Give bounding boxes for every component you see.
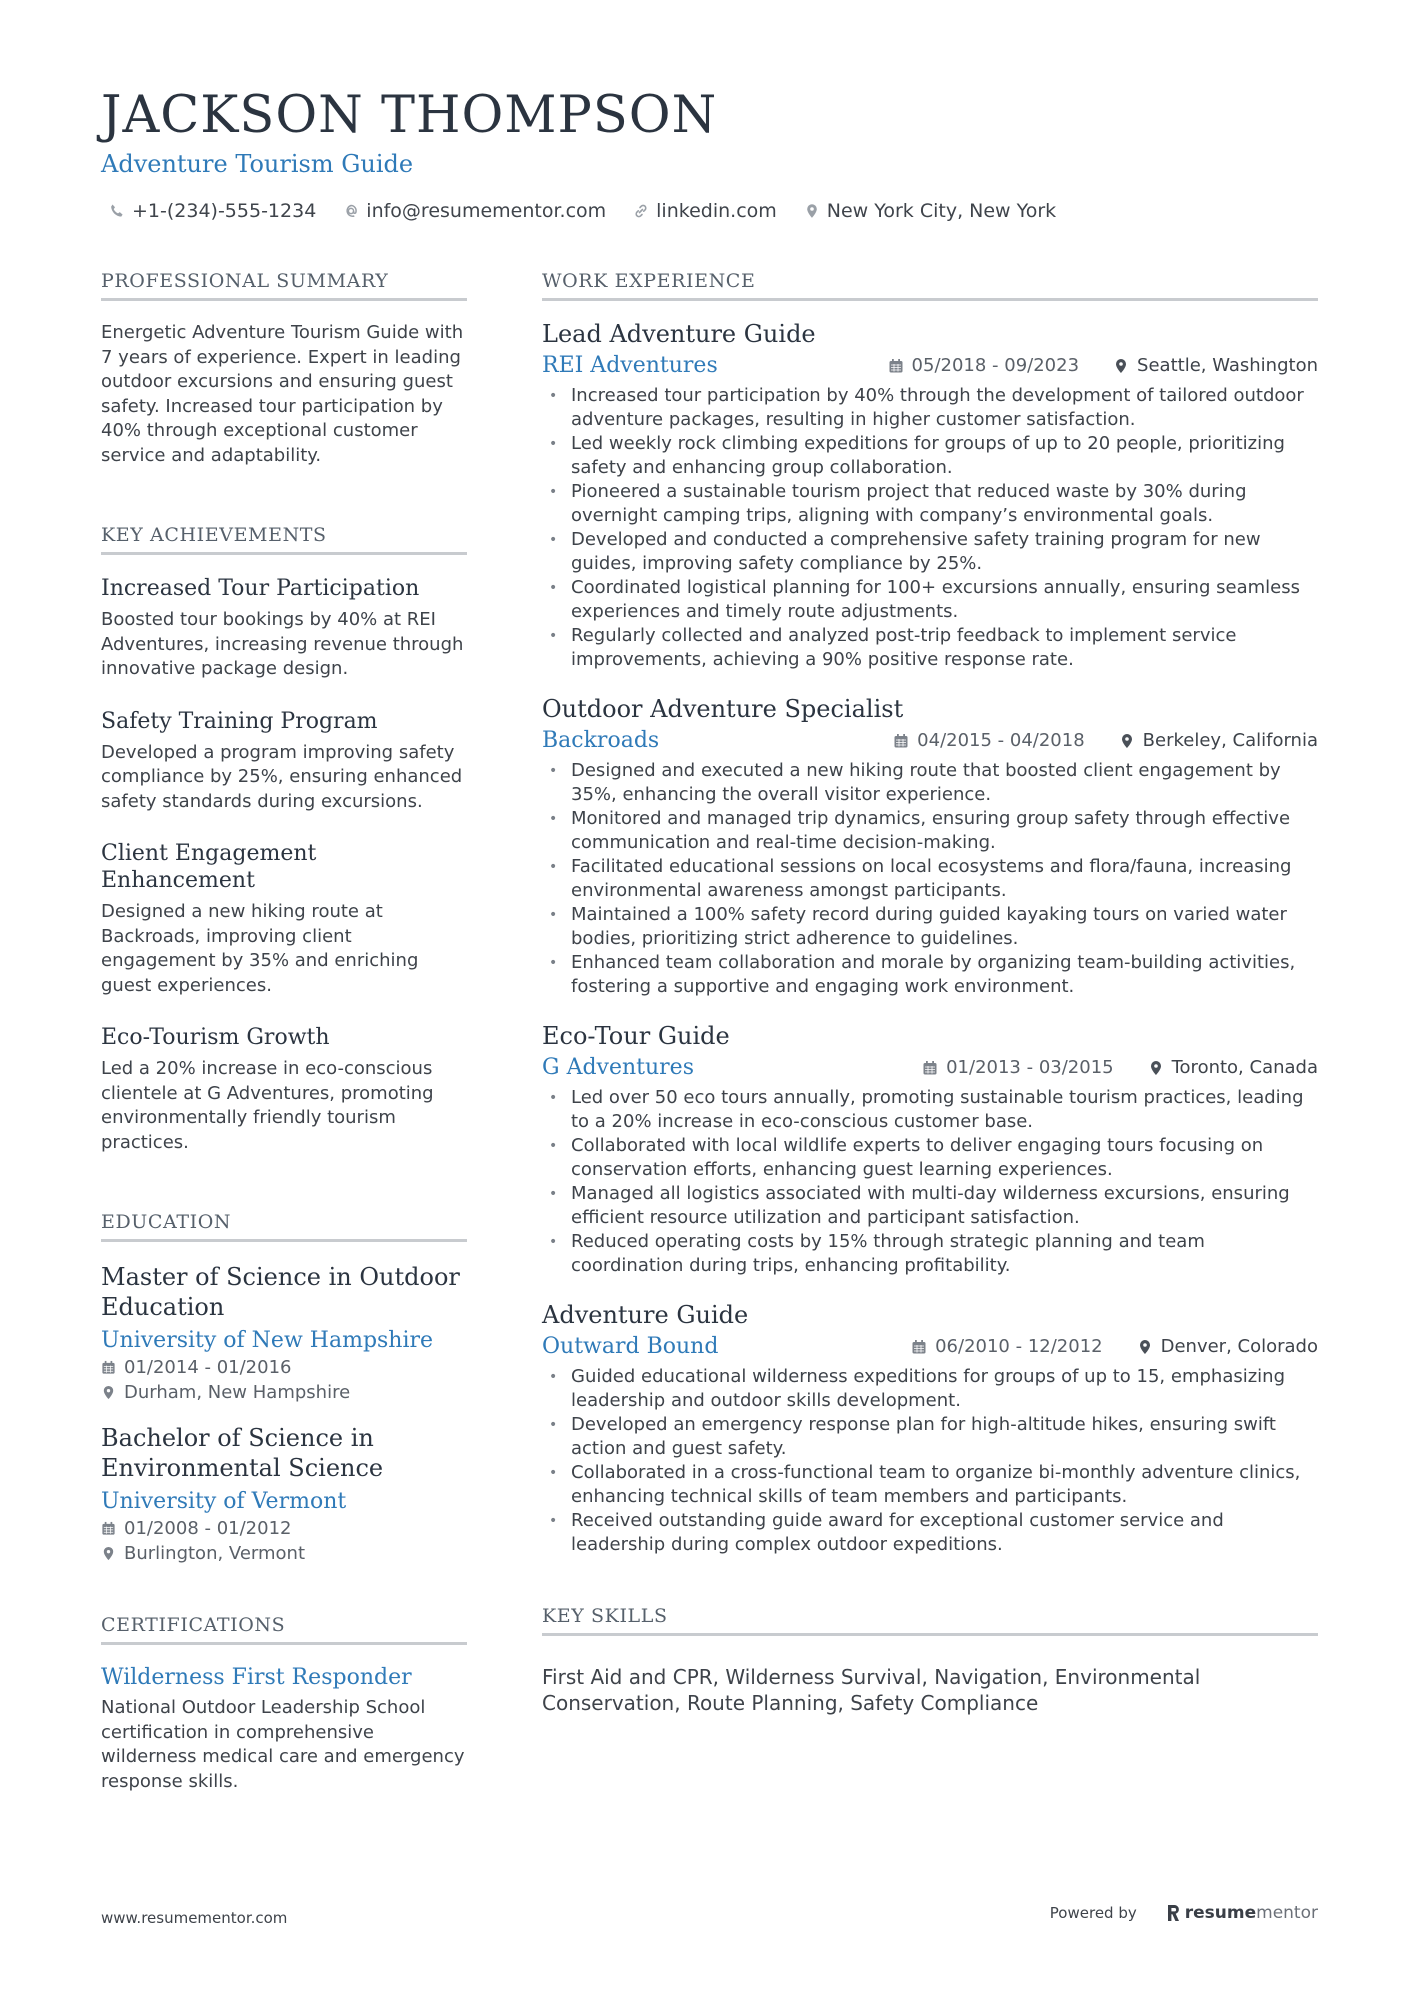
job-company: Backroads	[542, 728, 660, 753]
job-header-row	[542, 1055, 1318, 1080]
calendar-icon	[893, 733, 909, 749]
map-pin-icon	[803, 202, 821, 220]
job-bullet: • Facilitated educational sessions on local ecosystems and flora/fauna, increasing environmental awareness amongst participants.	[542, 855, 1318, 903]
job-dates-text: 04/2015 - 04/2018	[917, 730, 1085, 751]
link-icon	[632, 202, 650, 220]
achievement-item	[101, 708, 467, 815]
job-bullet: • Developed and conducted a comprehensive safety training program for new guides, improving safety compliance by 25%.	[542, 528, 1318, 576]
job-bullet: • Increased tour participation by 40% through the development of tailored outdoor adventure packages, resulting in higher customer satisfaction.	[542, 384, 1318, 432]
achievement-item	[101, 575, 467, 682]
calendar-icon	[911, 1339, 927, 1355]
job-header-row	[542, 353, 1318, 378]
job-bullet: • Monitored and managed trip dynamics, ensuring group safety through effective communication and real-time decision-making.	[542, 807, 1318, 855]
left-column	[101, 270, 467, 1794]
job-role: Adventure Guide	[542, 1301, 749, 1329]
certification-name: Wilderness First Responder	[101, 1665, 412, 1690]
job-dates	[888, 355, 1080, 376]
education-location	[101, 1382, 467, 1403]
section-title-achievements: KEY ACHIEVEMENTS	[101, 524, 467, 555]
job-bullet: • Led over 50 eco tours annually, promoting sustainable tourism practices, leading to a 20% increase in eco-conscious customer base.	[542, 1086, 1318, 1134]
job-bullet: • Reduced operating costs by 15% through strategic planning and team coordination during trips, enhancing profitability.	[542, 1230, 1318, 1278]
location-text: New York City, New York	[826, 200, 1057, 222]
job-role: Eco-Tour Guide	[542, 1022, 730, 1050]
job-bullet-list	[542, 759, 1318, 999]
at-icon	[342, 202, 360, 220]
map-pin-icon	[101, 1546, 116, 1561]
job-meta	[888, 355, 1318, 376]
job-location	[1119, 730, 1318, 751]
job-meta	[922, 1057, 1318, 1078]
contact-linkedin	[632, 200, 777, 222]
job-bullet: • Managed all logistics associated with multi-day wilderness excursions, ensuring efficient resource utilization and participant satisfaction.	[542, 1182, 1318, 1230]
certification-text: National Outdoor Leadership School certification in comprehensive wilderness medical care and emergency response skills.	[101, 1697, 465, 1792]
job-bullet: • Led weekly rock climbing expeditions for groups of up to 20 people, prioritizing safety and enhancing group collaboration.	[542, 432, 1318, 480]
job-location-text: Seattle, Washington	[1137, 355, 1318, 376]
job-bullet: • Enhanced team collaboration and morale by organizing team-building activities, fostering a supportive and engaging work environment.	[542, 951, 1318, 999]
degree-title: Master of Science in Outdoor Education	[101, 1263, 460, 1321]
map-pin-icon	[101, 1385, 116, 1400]
achievement-title: Eco-Tourism Growth	[101, 1025, 330, 1050]
job-bullet: • Designed and executed a new hiking route that boosted client engagement by 35%, enhancing the overall visitor experience.	[542, 759, 1318, 807]
footer-powered-by	[1050, 1903, 1318, 1923]
skills-text: First Aid and CPR, Wilderness Survival, Navigation, Environmental Conservation, Route Planning, Safety Compliance	[542, 1665, 1201, 1715]
job-dates	[911, 1336, 1103, 1357]
education-location-text: Burlington, Vermont	[124, 1543, 306, 1564]
school-name: University of Vermont	[101, 1489, 347, 1514]
section-title-experience: WORK EXPERIENCE	[542, 270, 1318, 301]
calendar-icon	[101, 1360, 116, 1375]
job-location-text: Berkeley, California	[1142, 730, 1318, 751]
achievement-title: Safety Training Program	[101, 708, 378, 734]
job-dates-text: 01/2013 - 03/2015	[946, 1057, 1114, 1078]
achievement-text: Led a 20% increase in eco-conscious clientele at G Adventures, promoting environmentally friendly tourism practices.	[101, 1058, 434, 1153]
contact-phone	[108, 200, 316, 222]
job-company: Outward Bound	[542, 1334, 719, 1359]
map-pin-icon	[1113, 358, 1129, 374]
candidate-name: JACKSON THOMPSON	[101, 86, 718, 145]
map-pin-icon	[1119, 733, 1135, 749]
job-role: Outdoor Adventure Specialist	[542, 695, 904, 723]
job-bullet: • Developed an emergency response plan for high-altitude hikes, ensuring swift action and guest safety.	[542, 1413, 1318, 1461]
email-text: info@resumementor.com	[366, 200, 607, 222]
job-location	[1148, 1057, 1318, 1078]
job-bullet-list	[542, 1365, 1318, 1557]
education-location-text: Durham, New Hampshire	[124, 1382, 351, 1403]
candidate-title: Adventure Tourism Guide	[101, 150, 414, 178]
job-dates	[922, 1057, 1114, 1078]
job-bullet: • Received outstanding guide award for exceptional customer service and leadership during complex outdoor expeditions.	[542, 1509, 1318, 1557]
powered-by-label: Powered by	[1049, 1904, 1137, 1922]
job-dates-text: 05/2018 - 09/2023	[911, 355, 1080, 376]
job-location	[1137, 1336, 1318, 1357]
achievement-title: Increased Tour Participation	[101, 576, 420, 601]
job-entry	[542, 694, 1318, 999]
brand-light: mentor	[1256, 1903, 1318, 1923]
job-company: G Adventures	[542, 1055, 694, 1080]
phone-text: +1-(234)-555-1234	[132, 200, 317, 222]
job-entry	[542, 1021, 1318, 1278]
calendar-icon	[101, 1521, 116, 1536]
job-location-text: Denver, Colorado	[1160, 1336, 1318, 1357]
job-bullet: • Pioneered a sustainable tourism project that reduced waste by 30% during overnight camping trips, aligning with company’s environmental goals.	[542, 480, 1318, 528]
brand-logo-icon	[1165, 1903, 1181, 1923]
job-meta	[911, 1336, 1318, 1357]
education-item	[101, 1262, 467, 1403]
achievement-title: Client Engagement Enhancement	[101, 841, 317, 893]
achievement-item	[101, 1024, 467, 1155]
education-dates	[101, 1518, 467, 1539]
job-list	[542, 319, 1318, 1557]
section-title-skills: KEY SKILLS	[542, 1605, 1318, 1636]
section-title-certifications: CERTIFICATIONS	[101, 1614, 467, 1645]
job-bullet: • Regularly collected and analyzed post-trip feedback to implement service improvements, achieving a 90% positive response rate.	[542, 624, 1318, 672]
job-location	[1113, 355, 1318, 376]
achievement-item	[101, 840, 467, 998]
achievement-text: Designed a new hiking route at Backroads, improving client engagement by 35% and enriching guest experiences.	[101, 901, 419, 996]
footer-url[interactable]: www.resumementor.com	[101, 1909, 288, 1927]
phone-icon	[108, 202, 126, 220]
contact-bar	[108, 200, 1082, 222]
calendar-icon	[888, 358, 904, 374]
job-bullet: • Collaborated with local wildlife experts to deliver engaging tours focusing on conservation efforts, enhancing guest learning experiences.	[542, 1134, 1318, 1182]
job-role: Lead Adventure Guide	[542, 320, 816, 348]
job-bullet: • Maintained a 100% safety record during guided kayaking tours on varied water bodies, prioritizing strict adherence to guidelines.	[542, 903, 1318, 951]
contact-location	[803, 200, 1056, 222]
degree-title: Bachelor of Science in Environmental Science	[101, 1424, 384, 1482]
job-meta	[893, 730, 1318, 751]
education-location	[101, 1543, 467, 1564]
linkedin-text: linkedin.com	[656, 200, 777, 222]
map-pin-icon	[1148, 1060, 1164, 1076]
achievement-text: Boosted tour bookings by 40% at REI Adventures, increasing revenue through innovative package design.	[101, 609, 464, 679]
job-dates	[893, 730, 1085, 751]
job-bullet-list	[542, 1086, 1318, 1278]
contact-email	[342, 200, 606, 222]
summary-text: Energetic Adventure Tourism Guide with 7 years of experience. Expert in leading outdoor excursions and ensuring guest safety. Increased tour participation by 40% through exceptional customer service and adaptability.	[101, 322, 464, 466]
school-name: University of New Hampshire	[101, 1328, 434, 1353]
map-pin-icon	[1137, 1339, 1153, 1355]
brand-logo[interactable]	[1165, 1903, 1318, 1923]
section-title-summary: PROFESSIONAL SUMMARY	[101, 270, 467, 301]
certification-item	[101, 1665, 467, 1794]
section-title-education: EDUCATION	[101, 1211, 467, 1242]
job-bullet-list	[542, 384, 1318, 672]
right-column	[542, 270, 1318, 1716]
job-bullet: • Guided educational wilderness expeditions for groups of up to 15, emphasizing leadership and outdoor skills development.	[542, 1365, 1318, 1413]
education-item	[101, 1423, 467, 1564]
education-dates-text: 01/2014 - 01/2016	[124, 1357, 292, 1378]
achievement-text: Developed a program improving safety compliance by 25%, ensuring enhanced safety standards during excursions.	[101, 741, 463, 812]
job-company: REI Adventures	[542, 353, 718, 378]
job-header-row	[542, 1334, 1318, 1359]
education-dates	[101, 1357, 467, 1378]
job-header-row	[542, 728, 1318, 753]
job-bullet: • Collaborated in a cross-functional team to organize bi-monthly adventure clinics, enhancing technical skills of team members and participants.	[542, 1461, 1318, 1509]
brand-bold: resume	[1184, 1903, 1257, 1923]
education-dates-text: 01/2008 - 01/2012	[124, 1518, 292, 1539]
job-entry	[542, 1300, 1318, 1557]
job-dates-text: 06/2010 - 12/2012	[935, 1336, 1103, 1357]
job-bullet: • Coordinated logistical planning for 100+ excursions annually, ensuring seamless experiences and timely route adjustments.	[542, 576, 1318, 624]
job-location-text: Toronto, Canada	[1171, 1057, 1318, 1078]
calendar-icon	[922, 1060, 938, 1076]
job-entry	[542, 319, 1318, 672]
